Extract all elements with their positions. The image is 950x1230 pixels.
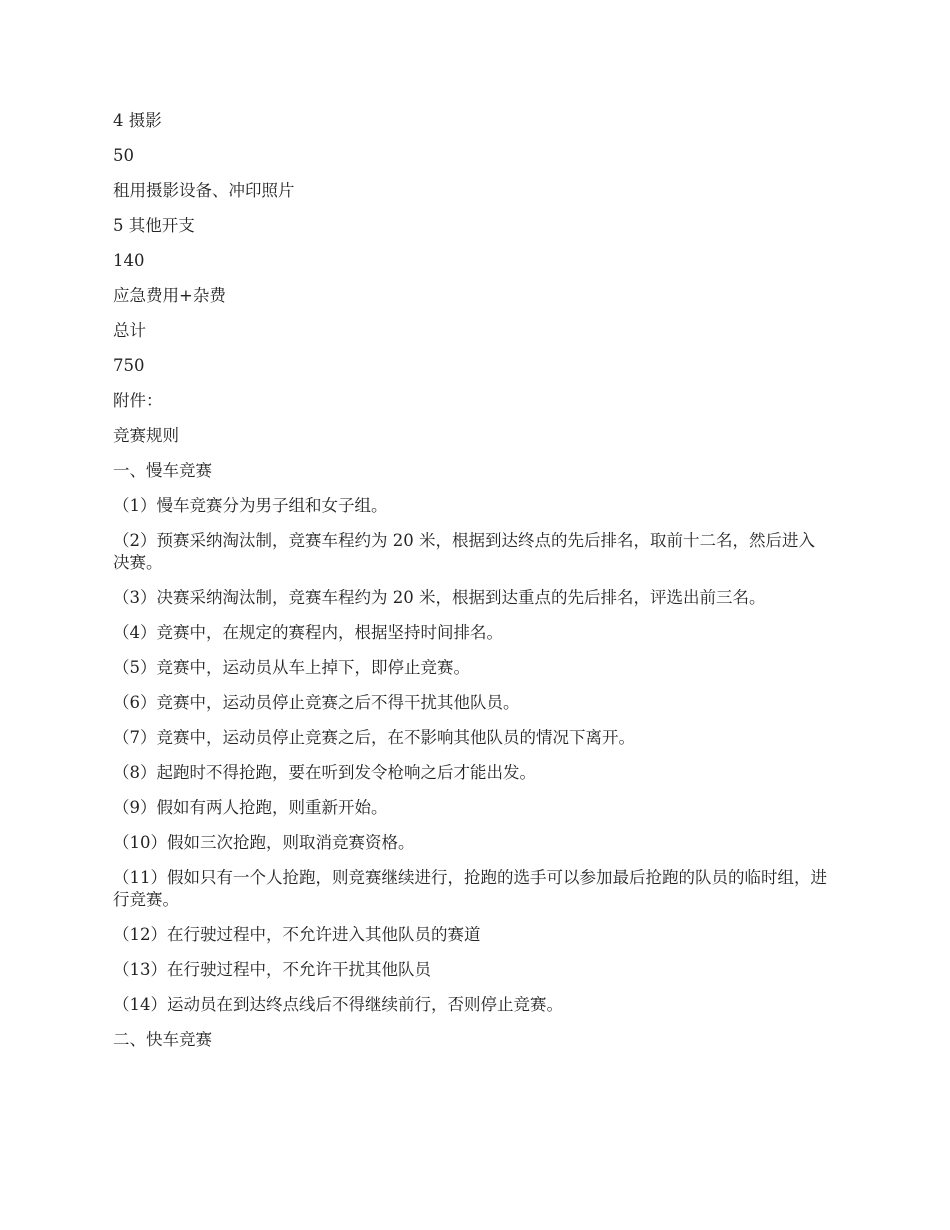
rule-item: （2）预赛采纳淘汰制，竞赛车程约为 20 米，根据到达终点的先后排名，取前十二名，然后进入决赛。 bbox=[113, 531, 815, 572]
budget-amount: 50 bbox=[113, 146, 134, 165]
budget-amount: 140 bbox=[113, 251, 145, 270]
rule-item: （1）慢车竞赛分为男子组和女子组。 bbox=[113, 496, 388, 515]
budget-note: 应急费用+杂费 bbox=[113, 286, 226, 305]
rule-item: （13）在行驶过程中，不允许干扰其他队员 bbox=[113, 960, 431, 979]
subsection-heading: 一、慢车竞赛 bbox=[113, 461, 212, 480]
section-title: 竞赛规则 bbox=[113, 426, 179, 445]
rule-item: （10）假如三次抢跑，则取消竞赛资格。 bbox=[113, 833, 415, 852]
rule-item: （8）起跑时不得抢跑，要在听到发令枪响之后才能出发。 bbox=[113, 763, 536, 782]
rule-item: （6）竞赛中，运动员停止竞赛之后不得干扰其他队员。 bbox=[113, 693, 520, 712]
rule-item: （11）假如只有一个人抢跑，则竞赛继续进行，抢跑的选手可以参加最后抢跑的队员的临时组，进行竞赛。 bbox=[113, 868, 827, 909]
subsection-heading: 二、快车竞赛 bbox=[113, 1030, 212, 1049]
rule-item: （4）竞赛中，在规定的赛程内，根据坚持时间排名。 bbox=[113, 623, 503, 642]
budget-item-title: 5 其他开支 bbox=[113, 216, 195, 235]
rule-item: （7）竞赛中，运动员停止竞赛之后，在不影响其他队员的情况下离开。 bbox=[113, 728, 635, 747]
budget-note: 租用摄影设备、冲印照片 bbox=[113, 181, 295, 200]
rule-item: （14）运动员在到达终点线后不得继续前行，否则停止竞赛。 bbox=[113, 995, 563, 1014]
budget-item-title: 4 摄影 bbox=[113, 111, 162, 130]
budget-total-amount: 750 bbox=[113, 356, 145, 375]
rule-item: （12）在行驶过程中，不允许进入其他队员的赛道 bbox=[113, 925, 481, 944]
attachment-label: 附件： bbox=[113, 391, 163, 410]
document-body bbox=[113, 112, 828, 1066]
rule-item: （5）竞赛中，运动员从车上掉下，即停止竞赛。 bbox=[113, 658, 470, 677]
rule-item: （9）假如有两人抢跑，则重新开始。 bbox=[113, 798, 388, 817]
budget-total-label: 总计 bbox=[113, 321, 146, 340]
rule-item: （3）决赛采纳淘汰制，竞赛车程约为 20 米，根据到达重点的先后排名，评选出前三名。 bbox=[113, 588, 766, 607]
